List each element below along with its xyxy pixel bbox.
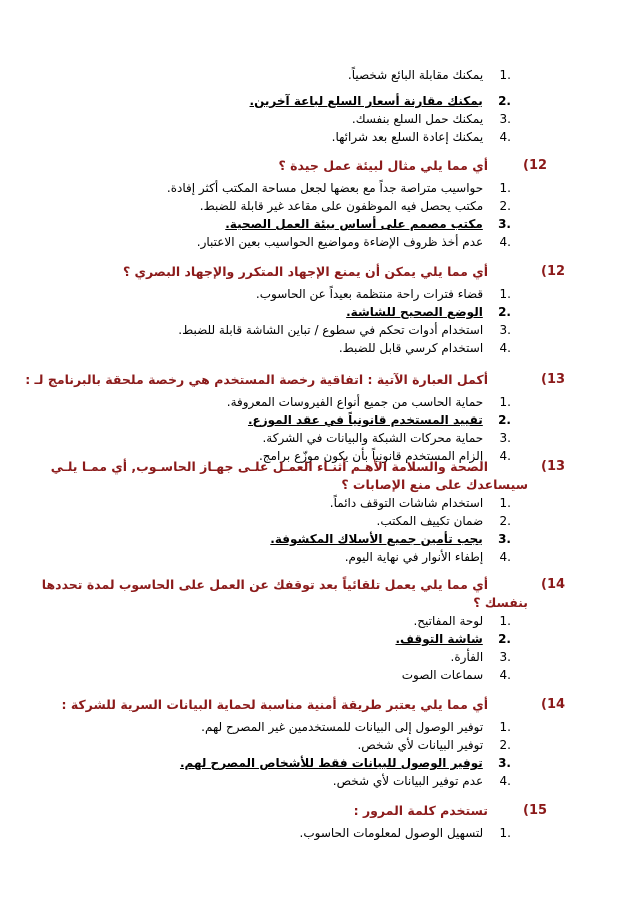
answer-option: [451, 649, 511, 665]
answer-option: [357, 737, 511, 753]
answer-option-correct: [396, 631, 512, 647]
option-number: 4.: [499, 774, 511, 788]
answer-option: [256, 286, 511, 302]
question-number: (13: [541, 459, 566, 474]
answer-option: [167, 180, 511, 196]
option-text: عدم أخذ ظروف الإضاءة ومواضيع الحواسيب بعين الاعتبار.: [196, 235, 484, 249]
option-number: 3.: [498, 217, 511, 231]
option-text: حماية الحاسب من جميع أنواع الفيروسات المعروفة.: [226, 395, 484, 409]
answer-option: [332, 129, 511, 145]
answer-option-correct: [180, 755, 511, 771]
option-number: 1.: [499, 614, 511, 628]
option-text: لتسهيل الوصول لمعلومات الحاسوب.: [299, 826, 484, 840]
option-text: عدم توفير البيانات لأي شخص.: [332, 774, 484, 788]
option-text: سماعات الصوت: [401, 668, 484, 682]
answer-option: [339, 340, 511, 356]
option-text: يمكنك حمل السلع بنفسك.: [351, 112, 484, 126]
question-text-continued: بنفسك ؟: [473, 595, 528, 610]
option-number: 3.: [499, 112, 511, 126]
option-text: لوحة المفاتيح.: [413, 614, 484, 628]
question-number: (13: [541, 372, 566, 387]
option-text: إطفاء الأنوار في نهاية اليوم.: [344, 550, 484, 564]
option-number: 3.: [498, 532, 511, 546]
option-text: حواسيب متراصة جداً مع بعضها لجعل مساحة المكتب أكثر إفادة.: [166, 181, 484, 195]
answer-option: [330, 495, 511, 511]
option-number: 2.: [499, 199, 511, 213]
question-text: أي مما يلي يعمل تلقائياً بعد توقفك عن العمل على الحاسوب لمدة تحددها: [41, 577, 488, 592]
option-text: استخدام شاشات التوقف دائماً.: [329, 496, 484, 510]
option-number: 3.: [499, 323, 511, 337]
option-text: يمكنك إعادة السلع بعد شرائها.: [331, 130, 484, 144]
answer-option: [178, 322, 511, 338]
answer-option: [333, 773, 511, 789]
option-text: تقييد المستخدم قانونياً في عقد الموزع.: [247, 413, 483, 427]
option-number: 1.: [499, 496, 511, 510]
question-text: تستخدم كلمة المرور :: [353, 803, 488, 818]
option-number: 2.: [499, 738, 511, 752]
option-number: 1.: [499, 395, 511, 409]
option-number: 4.: [499, 235, 511, 249]
answer-option: [413, 613, 511, 629]
answer-option-correct: [270, 531, 511, 547]
option-text: مكتب مصمم على أساس بيئة العمل الصحية.: [225, 217, 483, 231]
answer-option-correct: [225, 216, 511, 232]
question-text-continued: سيساعدك على منع الإصابات ؟: [341, 477, 528, 492]
option-number: 2.: [498, 632, 511, 646]
option-text: إلزام المستخدم قانونياً بأن يكون موزّع برامج.: [258, 449, 484, 463]
option-text: استخدام أدوات تحكم في سطوع / تباين الشاشة قابلة للضبط.: [178, 323, 484, 337]
question-text: الصحة والسلامة الأهـم أثنـاء العمـل علـى جهـاز الحاسـوب, أي ممـا يلـي: [50, 459, 488, 474]
answer-option: [200, 198, 511, 214]
answer-option-correct: [248, 412, 511, 428]
question-number: (14: [541, 577, 566, 592]
option-text: مكتب يحصل فيه الموظفون على مقاعد غير قابلة للضبط.: [199, 199, 484, 213]
option-number: 4.: [499, 449, 511, 463]
option-number: 1.: [499, 287, 511, 301]
option-text: توفير البيانات لأي شخص.: [357, 738, 484, 752]
answer-option: [300, 825, 511, 841]
option-number: 4.: [499, 668, 511, 682]
option-number: 4.: [499, 550, 511, 564]
question-text: أي مما يلي يمكن أن يمنع الإجهاد المتكرر والإجهاد البصري ؟: [122, 264, 488, 279]
option-number: 4.: [499, 130, 511, 144]
question-text: أكمل العبارة الآتية : اتفاقية رخصة المستخدم هي رخصة ملحقة بالبرنامج لـ :: [25, 372, 488, 387]
option-text: استخدام كرسي قابل للضبط.: [338, 341, 484, 355]
answer-option: [352, 111, 511, 127]
question-text: أي مما يلي مثال لبيئة عمل جيدة ؟: [278, 158, 488, 173]
question-number: (12: [541, 264, 566, 279]
option-number: 1.: [499, 68, 511, 82]
option-number: 2.: [498, 305, 511, 319]
option-text: حماية محركات الشبكة والبيانات في الشركة.: [262, 431, 484, 445]
option-text: ضمان تكييف المكتب.: [376, 514, 484, 528]
option-text: توفير الوصول للبيانات فقط للأشخاص المصرح لهم.: [179, 756, 483, 770]
option-text: يجب تأمين جميع الأسلاك المكشوفة.: [270, 532, 483, 546]
answer-option: [377, 513, 511, 529]
option-number: 1.: [499, 826, 511, 840]
option-number: 3.: [498, 756, 511, 770]
option-number: 1.: [499, 181, 511, 195]
answer-option: [201, 719, 511, 735]
option-number: 2.: [498, 94, 511, 108]
question-number: (15: [523, 803, 548, 818]
answer-option-correct: [250, 93, 511, 109]
answer-option: [348, 67, 511, 83]
option-number: 2.: [498, 413, 511, 427]
option-number: 4.: [499, 341, 511, 355]
answer-option: [262, 430, 511, 446]
answer-option: [227, 394, 511, 410]
question-number: (14: [541, 697, 566, 712]
option-text: يمكنك مقابلة البائع شخصياً.: [347, 68, 484, 82]
option-number: 2.: [499, 514, 511, 528]
answer-option: [345, 549, 511, 565]
option-text: يمكنك مقارنة أسعار السلع لباعة آخرين.: [249, 94, 483, 108]
option-text: الفأرة.: [450, 650, 484, 664]
option-text: قضاء فترات راحة منتظمة بعيداً عن الحاسوب.: [255, 287, 484, 301]
question-number: (12: [523, 158, 548, 173]
option-number: 3.: [499, 650, 511, 664]
option-text: الوضع الصحيح للشاشة.: [346, 305, 483, 319]
answer-option-correct: [346, 304, 511, 320]
option-number: 1.: [499, 720, 511, 734]
option-text: توفير الوصول إلى البيانات للمستخدمين غير المصرح لهم.: [201, 720, 484, 734]
question-text: أي مما يلي يعتبر طريقة أمنية مناسبة لحماية البيانات السرية للشركة :: [61, 697, 488, 712]
option-text: شاشة التوقف.: [395, 632, 483, 646]
answer-option: [402, 667, 511, 683]
option-number: 3.: [499, 431, 511, 445]
answer-option: [197, 234, 511, 250]
